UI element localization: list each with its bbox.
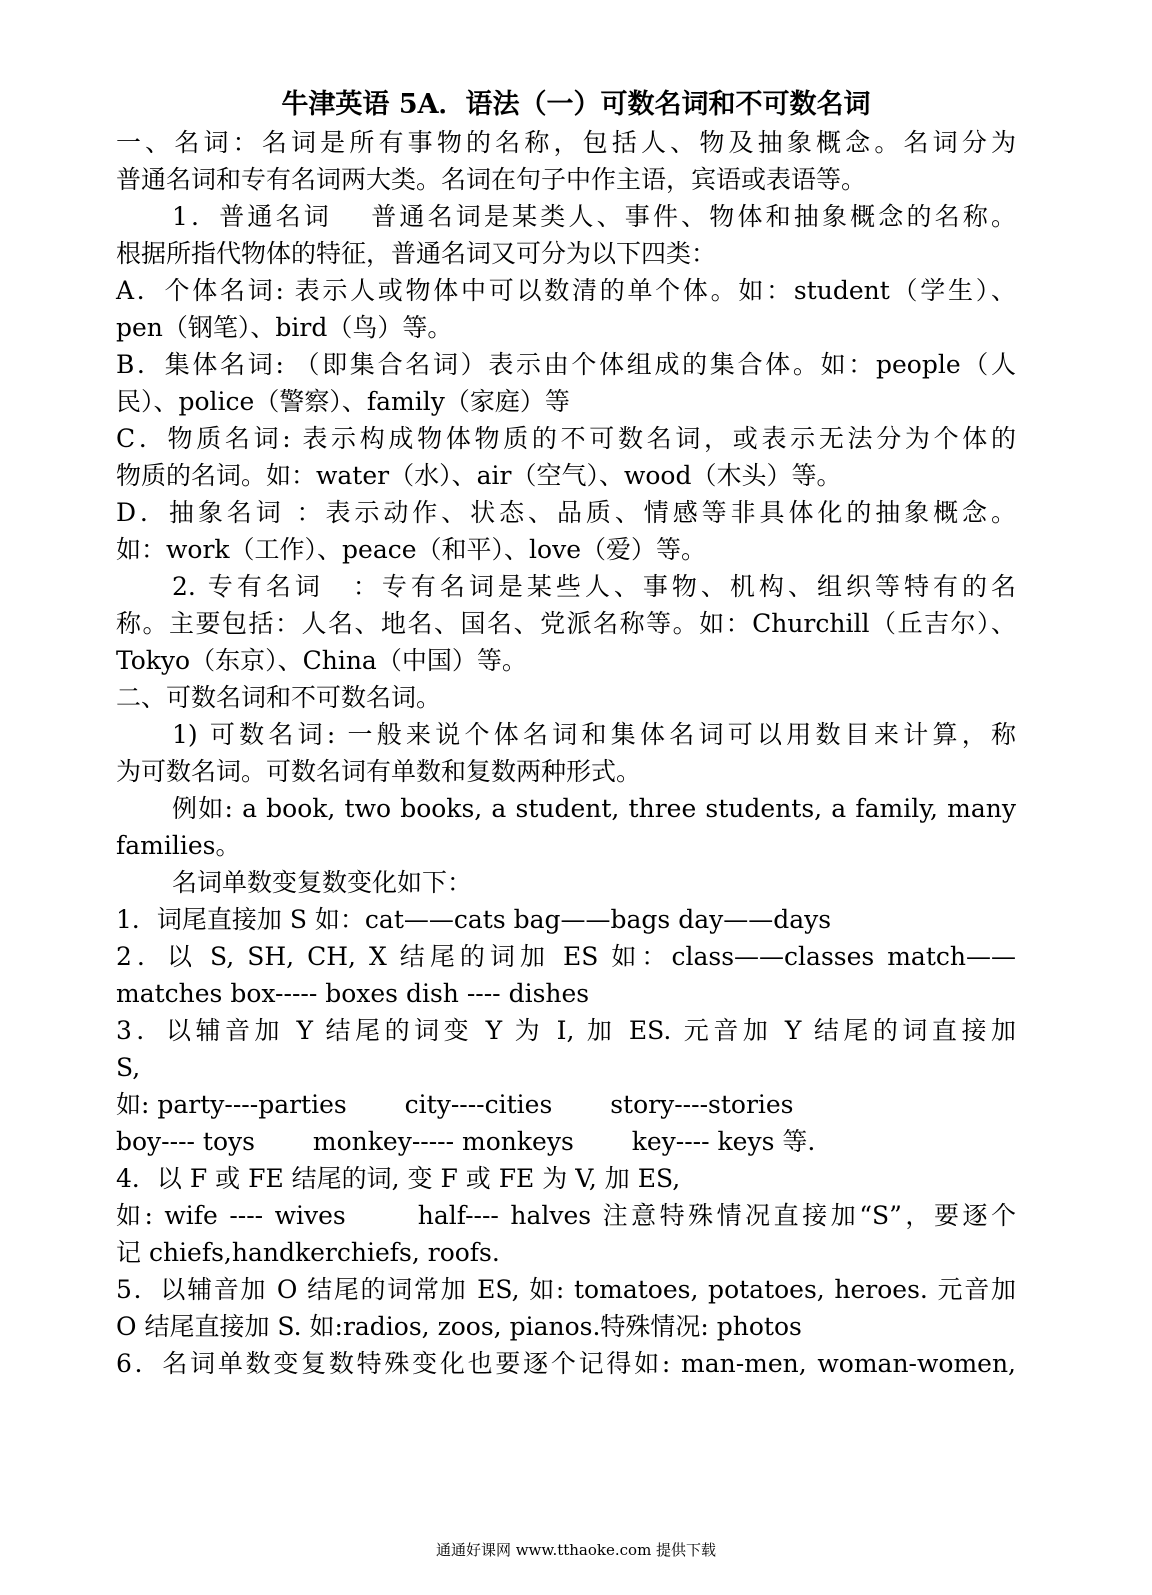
text-line: O 结尾直接加 S. 如:radios, zoos, pianos.特殊情况: photos [116, 1312, 802, 1341]
rule-item: 6．名词单数变复数特殊变化也要逐个记得如: man-men, woman-women, [116, 1349, 1016, 1378]
text-line: S, [116, 1053, 141, 1082]
page-footer: 通通好课网 www.tthaoke.com 提供下载 [435, 1541, 717, 1559]
rule-item: 4．以 F 或 FE 结尾的词, 变 F 或 FE 为 V, 加 ES, [116, 1164, 681, 1193]
rule-item: 2．以 S, SH, CH, X 结尾的词加 ES 如：class——classes match—— [116, 942, 1016, 971]
document-body [116, 124, 1016, 1382]
text-line: B．集体名词: （即集合名词）表示由个体组成的集合体。如：people（人 [116, 350, 1016, 379]
text-line: 根据所指代物体的特征，普通名词又可分为以下四类： [116, 239, 717, 268]
text-line: 1) 可数名词: 一般来说个体名词和集体名词可以用数目来计算，称 [172, 720, 1016, 749]
text-line: 物质的名词。如：water（水）、air（空气）、wood（木头）等。 [116, 461, 842, 490]
text-line: pen（钢笔）、bird（鸟）等。 [116, 313, 453, 342]
text-line: C．物质名词: 表示构成物体物质的不可数名词，或表示无法分为个体的 [116, 424, 1016, 453]
text-line: 民）、police（警察）、family（家庭）等 [116, 387, 570, 416]
text-line: families。 [116, 831, 241, 860]
text-line: 为可数名词。可数名词有单数和复数两种形式。 [116, 757, 642, 786]
text-line: A．个体名词: 表示人或物体中可以数清的单个体。如：student（学生）、 [116, 276, 1016, 305]
rule-item: 5．以辅音加 O 结尾的词常加 ES, 如: tomatoes, potatoes, heroes. 元音加 [116, 1275, 1016, 1304]
text-line: 一、名词：名词是所有事物的名称，包括人、物及抽象概念。名词分为 [116, 128, 1016, 157]
text-line: matches box----- boxes dish ---- dishes [116, 979, 590, 1008]
text-line: 普通名词和专有名词两大类。名词在句子中作主语，宾语或表语等。 [116, 165, 867, 194]
rule-item: 1．词尾直接加 S 如：cat——cats bag——bags day——days [116, 905, 832, 934]
text-line: 名词单数变复数变化如下： [172, 868, 473, 897]
text-line: D．抽象名词 ：表示动作、状态、品质、情感等非具体化的抽象概念。 [116, 498, 1016, 527]
page-title: 牛津英语 5A．语法（一）可数名词和不可数名词 [281, 89, 871, 120]
text-line: 称。主要包括：人名、地名、国名、党派名称等。如：Churchill（丘吉尔）、 [116, 609, 1016, 638]
text-line: 1．普通名词 普通名词是某类人、事件、物体和抽象概念的名称。 [172, 202, 1016, 231]
text-line: 如: party----parties city----cities story----stories [116, 1090, 794, 1119]
text-line: 2. 专有名词 ：专有名词是某些人、事物、机构、组织等特有的名 [172, 572, 1016, 601]
section-heading: 二、可数名词和不可数名词。 [116, 683, 442, 712]
text-line: 如：work（工作）、peace（和平）、love（爱）等。 [116, 535, 707, 564]
text-line: boy---- toys monkey----- monkeys key---- keys 等. [116, 1127, 816, 1156]
rule-item: 3．以辅音加 Y 结尾的词变 Y 为 I, 加 ES. 元音加 Y 结尾的词直接加 [116, 1016, 1016, 1045]
text-line: 例如: a book, two books, a student, three students, a family, many [172, 794, 1016, 823]
text-line: 如: wife ---- wives half---- halves 注意特殊情况直接加“S”，要逐个 [116, 1201, 1016, 1230]
text-line: 记 chiefs,handkerchiefs, roofs. [116, 1238, 500, 1267]
text-line: Tokyo（东京）、China（中国）等。 [116, 646, 527, 675]
